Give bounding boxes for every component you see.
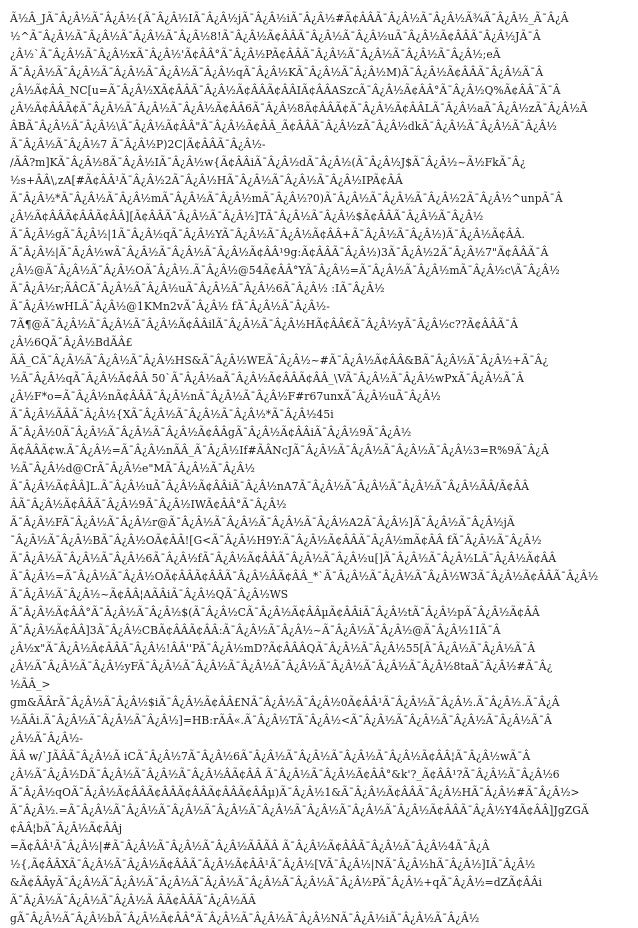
text-line: ½s+ÂÂ\,zA[#Ã¢ÂÂ¹Ã¯Â¿Â½2Ã¯Â¿Â½HÃ¯Â¿Â½Ã¯Â¿Â½Ã¯Â¿Â½IPÃ¢ÂÂ: [10, 174, 403, 187]
text-line: ¢ÂÂ¦bÃ¯Â¿Â½Ã¢ÂÂj: [10, 822, 123, 835]
text-line: ½{,Ã¢ÂÂXÃ¯Â¿Â½Ã¯Â¿Â½Ã¢ÂÂÃ¯Â¿Â½Ã¢ÂÂ¹Ã¯Â¿Â½[VÃ¯Â¿Â½|NÃ¯Â¿Â½hÃ¯Â¿Â½]IÃ¯Â¿Â½: [10, 858, 536, 871]
text-line: Ã¯Â¿Â½Ã¯Â¿Â½Ã¯Â¿Â½Ã ÂÃ¢ÂÂÃ¯Â¿Â½ÃÂ: [10, 894, 256, 907]
text-line: ¿Â½Ã¢ÂÂÃ¢ÂÂÃ¢ÂÂ][Ã¢ÂÂÃ¯Â¿Â½Ã¯Â¿Â½]TÃ¯Â¿Â½Ã¯Â¿Â½$Ã¢ÂÂÃ¯Â¿Â½Ã¯Â¿Â½: [10, 210, 484, 223]
text-line: Ã¯Â¿Â½Ã¯Â¿Â½~Ã¢ÂÂ¦AÃÂiÃ¯Â¿Â½QÃ¯Â¿Â½WS: [10, 588, 289, 601]
text-line: ¿Â½F*o=Ã¯Â¿Â½nÃ¢ÂÂÃ¯Â¿Â½nÃ¯Â¿Â½Ã¯Â¿Â½F#r67unxÃ¯Â¿Â½uÃ¯Â¿Â½: [10, 390, 441, 403]
text-line: Ã¯Â¿Â½*Ã¯Â¿Â½Ã¯Â¿Â½mÃ¯Â¿Â½Ã¯Â¿Â½mÃ¯Â¿Â½?0)Ã¯Â¿Â½Ã¯Â¿Â½Ã¯Â¿Â½2Ã¯Â¿Â½^unpÃ¯Â: [10, 192, 563, 205]
text-line: ÂÃ¯Â¿Â½Ã¢ÂÂÃ¯Â¿Â½9Ã¯Â¿Â½IWÃ¢ÂÂ°Ã¯Â¿Â½: [10, 498, 287, 511]
text-line: 7Ã¶@Ã¯Â¿Â½Ã¯Â¿Â½Ã¯Â¿Â½Ã¢ÂÂilÃ¯Â¿Â½Ã¯Â¿Â½HÃ¢ÂÂ€Ã¯Â¿Â½yÃ¯Â¿Â½c??Ã¢ÂÂÃ¯Â: [10, 318, 519, 331]
text-line: ÃÂ w/`JÃÂÃ¯Â¿Â½Ã iCÃ¯Â¿Â½7Ã¯Â¿Â½6Ã¯Â¿Â½Ã¯Â¿Â½Ã¯Â¿Â½Ã¯Â¿Â½Ã¢ÂÂ¦Ã¯Â¿Â½wÃ¯Â: [10, 750, 531, 763]
text-line: ¿Â½@Ã¯Â¿Â½Ã¯Â¿Â½OÃ¯Â¿Â½.Ã¯Â¿Â½@54Ã¢ÂÂ°YÃ¯Â¿Â½=Ã¯Â¿Â½Ã¯Â¿Â½mÃ¯Â¿Â½c\Ã¯Â¿Â½: [10, 264, 560, 277]
text-line: ¿Â½Ã¢ÂÂ_NC[u=Ã¯Â¿Â½XÃ¢ÂÂÃ¯Â¿Â½Ã¢ÂÂÃ¢ÂÂIÃ¢ÂÂASzcÃ¯Â¿Â½Ã¢ÂÂ°Ã¯Â¿Â½Q%Ã¢ÂÂ¨Ã¯Â: [10, 84, 561, 97]
text-line: Ã¯Â¿Â½.=Ã¯Â¿Â½Ã¯Â¿Â½Ã¯Â¿Â½Ã¯Â¿Â½Ã¯Â¿Â½Ã¯Â¿Â½Ã¯Â¿Â½Ã¯Â¿Â½Ã¢ÂÂÃ¯Â¿Â½Y4Ã¢ÂÂ]JgZGÃ: [10, 804, 589, 817]
text-line: Ã¯Â¿Â½Ã¯Â¿Â½Ã¯Â¿Â½6Ã¯Â¿Â½fÃ¯Â¿Â½Ã¢ÂÂÃ¯Â¿Â½Ã¯Â¿Â½u[]Ã¯Â¿Â½Ã¯Â¿Â½LÃ¯Â¿Â½Ã¢ÂÂ: [10, 552, 557, 565]
text-line: gÃ¯Â¿Â½Ã¯Â¿Â½bÃ¯Â¿Â½Ã¢ÂÂ°Ã¯Â¿Â½Ã¯Â¿Â½Ã¯Â¿Â½NÃ¯Â¿Â½iÃ¯Â¿Â½Ã¯Â¿Â½: [10, 912, 480, 925]
text-line: ½Ã¯Â¿Â½qÃ¯Â¿Â½Ã¢ÂÂ 50`Ã¯Â¿Â½aÃ¯Â¿Â½Ã¢ÂÂÃ¢ÂÂ_\VÃ¯Â¿Â½Ã¯Â¿Â½wPxÃ¯Â¿Â½Ã¯Â: [10, 372, 524, 385]
text-line: ¿Â½Ã¯Â¿Â½-: [10, 732, 84, 745]
text-line: ¿Â½Ã¯Â¿Â½Ã¯Â¿Â½yFÃ¯Â¿Â½Ã¯Â¿Â½Ã¯Â¿Â½Ã¯Â¿Â½Ã¯Â¿Â½Ã¯Â¿Â½Ã¯Â¿Â½8taÃ¯Â¿Â½#Ã¯Â¿: [10, 660, 553, 673]
text-line: Ã¯Â¿Â½FÃ¯Â¿Â½Ã¯Â¿Â½r@Ã¯Â¿Â½Ã¯Â¿Â½Ã¯Â¿Â½Ã¯Â¿Â½A2Ã¯Â¿Â½]Ã¯Â¿Â½Ã¯Â¿Â½jÃ: [10, 516, 515, 529]
text-line: ½Ã¯Â¿Â½d@CrÃ¯Â¿Â½e"MÃ¯Â¿Â½Ã¯Â¿Â½: [10, 462, 255, 475]
text-line: /ÃÂ?m]KÃ¯Â¿Â½8Ã¯Â¿Â½IÃ¯Â¿Â½w{Ã¢ÂÂiÃ¯Â¿Â½dÃ¯Â¿Â½(Ã¯Â¿Â½J$Ã¯Â¿Â½~Ã½FkÃ¯Â¿: [10, 156, 526, 169]
garbled-text-block: [10, 10, 622, 928]
text-line: ¿Â½6QÃ¯Â¿Â½BdÃÂ£: [10, 336, 133, 349]
text-line: ÂBÃ¯Â¿Â½Ã¯Â¿Â½\Ã¯Â¿Â½Ã¢ÂÂ"Ã¯Â¿Â½Ã¢ÂÂ_Ã¢ÂÂÃ¯Â¿Â½zÃ¯Â¿Â½dkÃ¯Â¿Â½Ã¯Â¿Â½Ã¯Â¿Â½: [10, 120, 557, 133]
text-line: ¿Â½x"Ã¯Â¿Â½Ã¢ÂÂÃ¯Â¿Â½!ÂÂ''PÃ¯Â¿Â½mD?Ã¢ÂÂÂQÃ¯Â¿Â½Ã¯Â¿Â½55[Ã¯Â¿Â½Ã¯Â¿Â½Ã¯Â: [10, 642, 536, 655]
text-line: Ã¯Â¿Â½wHLÃ¯Â¿Â½@1KMn2vÃ¯Â¿Â½ fÃ¯Â¿Â½Ã¯Â¿Â½-: [10, 300, 330, 313]
text-line: Ã½Â_JÃ¯Â¿Â½Ã¯Â¿Â½{Ã¯Â¿Â½IÃ¯Â¿Â½jÃ¯Â¿Â½iÃ¯Â¿Â½#Ã¢ÂÂÃ¯Â¿Â½Ã¯Â¿Â½Ã¾Ã¯Â¿Â½_Ã¯Â¿Â: [10, 12, 569, 25]
text-line: Ã¯Â¿Â½Ã¢ÂÂ°Ã¯Â¿Â½Ã¯Â¿Â½$(Ã¯Â¿Â½CÃ¯Â¿Â½Ã¢ÂÂµÃ¢ÂÂiÃ¯Â¿Â½tÃ¯Â¿Â½pÃ¯Â¿Â½Ã¢ÂÂ: [10, 606, 540, 619]
text-line: Ã¯Â¿Â½r;ÃÂCÃ¯Â¿Â½Ã¯Â¿Â½uÃ¯Â¿Â½Ã¯Â¿Â½6Ã¯Â¿Â½ :IÃ¯Â¿Â½: [10, 282, 385, 295]
text-line: =Ã¢ÂÂ¹Ã¯Â¿Â½|#Ã¯Â¿Â½Ã¯Â¿Â½Ã¯Â¿Â½ÃÂÃÂ Ã¯Â¿Â½Ã¢ÂÂÃ¯Â¿Â½Ã¯Â¿Â½4Ã¯Â¿Â: [10, 840, 490, 853]
text-line: Ã¯Â¿Â½qOÃ¯Â¿Â½Ã¢ÂÂÃ¢ÂÂÃ¢ÂÂÃ¢ÂÂÃ¢ÂÂµ)Ã¯Â¿Â½1&Ã¯Â¿Â½Ã¢ÂÂÃ¯Â¿Â½HÃ¯Â¿Â½#Ã¯Â¿Â½>: [10, 786, 580, 799]
text-line: ½ÃÂ_>: [10, 678, 51, 691]
text-line: Ã¯Â¿Â½=Ã¯Â¿Â½Ã¯Â¿Â½OÃ¢ÂÂÃ¢ÂÂÃ¯Â¿Â½ÂÃ¢ÂÂ_*`Ã¯Â¿Â½Ã¯Â¿Â½Ã¯Â¿Â½W3Ã¯Â¿Â½Ã¢ÂÂÃ¯Â¿Â½: [10, 570, 599, 583]
text-line: ¯Â¿Â½Ã¯Â¿Â½BÃ¯Â¿Â½OÃ¢ÂÂ![G<Ã¯Â¿Â½H9Y:Ã¯Â¿Â½Ã¢ÂÂÃ¯Â¿Â½mÃ¢ÂÂ fÃ¯Â¿Â½Ã¯Â¿Â½: [10, 534, 542, 547]
text-line: ½ÃÂi.Ã¯Â¿Â½Ã¯Â¿Â½Ã¯Â¿Â½]=HB:rÃÂ«.Ã¯Â¿Â½TÃ¯Â¿Â½<Ã¯Â¿Â½Ã¯Â¿Â½Ã¯Â¿Â½Ã¯Â¿Â½Ã¯Â: [10, 714, 552, 727]
text-line: ¿Â½Ã¢ÂÂÃ¢Ã¯Â¿Â½Ã¯Â¿Â½Ã¯Â¿Â½Ã¢ÂÂ6Ã¯Â¿Â½8Ã¢ÂÂÃ¢Ã¯Â¿Â½Ã¢ÂÂLÃ¯Â¿Â½aÃ¯Â¿Â½zÃ¯Â¿Â½Ã: [10, 102, 588, 115]
text-line: ¿Â½Ã¯Â¿Â½DÃ¯Â¿Â½Ã¯Â¿Â½Ã¯Â¿Â½ÂÃ¢ÂÂ Ã¯Â¿Â½Ã¯Â¿Â½Ã¢ÂÂ°&k'?_Ã¢ÂÂ¹?Ã¯Â¿Â½Ã¯Â¿Â½6: [10, 768, 560, 781]
text-line: Ã¯Â¿Â½Ã¢ÂÂ]L.Ã¯Â¿Â½uÃ¯Â¿Â½Ã¢ÂÂiÃ¯Â¿Â½nA7Ã¯Â¿Â½Ã¯Â¿Â½Ã¯Â¿Â½Ã¯Â¿Â½ÃÂ/Ã¢ÂÂ: [10, 480, 530, 493]
text-line: Ã¯Â¿Â½gÃ¯Â¿Â½|1Ã¯Â¿Â½qÃ¯Â¿Â½YÃ¯Â¿Â½Ã¯Â¿Â½Ã¢ÂÂ+Ã¯Â¿Â½Ã¯Â¿Â½)Ã¯Â¿Â½Ã¢ÂÂ.: [10, 228, 526, 241]
text-line: Ã¯Â¿Â½Ã¯Â¿Â½7 Ã¯Â¿Â½P)2C|Ã¢ÂÂÃ¯Â¿Â½-: [10, 138, 266, 151]
text-line: Ã¯Â¿Â½0Ã¯Â¿Â½Ã¯Â¿Â½Ã¯Â¿Â½Ã¢ÂÂgÃ¯Â¿Â½Ã¢ÂÂiÃ¯Â¿Â½9Ã¯Â¿Â½: [10, 426, 412, 439]
text-line: Ã¯Â¿Â½Ã¢ÂÂ]3Ã¯Â¿Â½CBÃ¢ÂÂÃ¢ÂÂ:Ã¯Â¿Â½Ã¯Â¿Â½~Ã¯Â¿Â½Ã¯Â¿Â½@Ã¯Â¿Â½1IÃ¯Â: [10, 624, 501, 637]
text-line: Ã¯Â¿Â½ÃÂÃ¯Â¿Â½{XÃ¯Â¿Â½Ã¯Â¿Â½Ã¯Â¿Â½*Ã¯Â¿Â½45i: [10, 408, 334, 421]
text-line: gm&ÃÂrÃ¯Â¿Â½Ã¯Â¿Â½$iÃ¯Â¿Â½Ã¢ÂÂ£NÃ¯Â¿Â½Ã¯Â¿Â½0Ã¢ÂÂ¹Ã¯Â¿Â½Ã¯Â¿Â½.Ã¯Â¿Â½.Ã¯Â¿Â: [10, 696, 560, 709]
text-line: Ã¢ÂÂÃ¢w.Ã¯Â¿Â½=Ã¯Â¿Â½nÃÂ_Ã¯Â¿Â½If#ÃÂNcJÃ¯Â¿Â½Ã¯Â¿Â½Ã¯Â¿Â½Ã¯Â¿Â½3=R%9Ã¯Â¿Â: [10, 444, 549, 457]
text-line: ÃÂ_CÃ¯Â¿Â½Ã¯Â¿Â½Ã¯Â¿Â½HS&Ã¯Â¿Â½WEÃ¯Â¿Â½~#Ã¯Â¿Â½Ã¢ÂÂ&BÃ¯Â¿Â½Ã¯Â¿Â½+Ã¯Â¿: [10, 354, 549, 367]
text-line: &Ã¢ÂÂyÃ¯Â¿Â½Ã¯Â¿Â½Ã¯Â¿Â½Ã¯Â¿Â½Ã¯Â¿Â½Ã¯Â¿Â½Ã¯Â¿Â½PÃ¯Â¿Â½+qÃ¯Â¿Â½=dZÃ¢ÂÂi: [10, 876, 543, 889]
text-line: Ã¯Â¿Â½|Ã¯Â¿Â½wÃ¯Â¿Â½Ã¯Â¿Â½Ã¯Â¿Â½Ã¢ÂÂ¹9g:Ã¢ÂÂÃ¯Â¿Â½)3Ã¯Â¿Â½2Ã¯Â¿Â½7"Ã¢ÂÂÃ¯Â: [10, 246, 549, 259]
text-line: ½^Ã¯Â¿Â½Ã¯Â¿Â½Ã¯Â¿Â½Ã¯Â¿Â½8!Ã¯Â¿Â½Ã¢ÂÂÃ¯Â¿Â½Ã¯Â¿Â½uÃ¯Â¿Â½Ã¢ÂÂÃ¯Â¿Â½JÃ¯Â: [10, 30, 541, 43]
text-line: Ã¯Â¿Â½Ã¯Â¿Â½Ã¯Â¿Â½Ã¯Â¿Â½Ã¯Â¿Â½qÃ¯Â¿Â½KÃ¯Â¿Â½Ã¯Â¿Â½M)Ã¯Â¿Â½Ã¢ÂÂÃ¯Â¿Â½Ã¯Â: [10, 66, 544, 79]
text-line: ¿Â½`Ã¯Â¿Â½Ã¯Â¿Â½xÃ¯Â¿Â½'Ã¢ÂÂ°Ã¯Â¿Â½PÃ¢ÂÂÃ¯Â¿Â½Ã¯Â¿Â½Ã¯Â¿Â½Ã¯Â¿Â½;eÃ: [10, 48, 501, 61]
